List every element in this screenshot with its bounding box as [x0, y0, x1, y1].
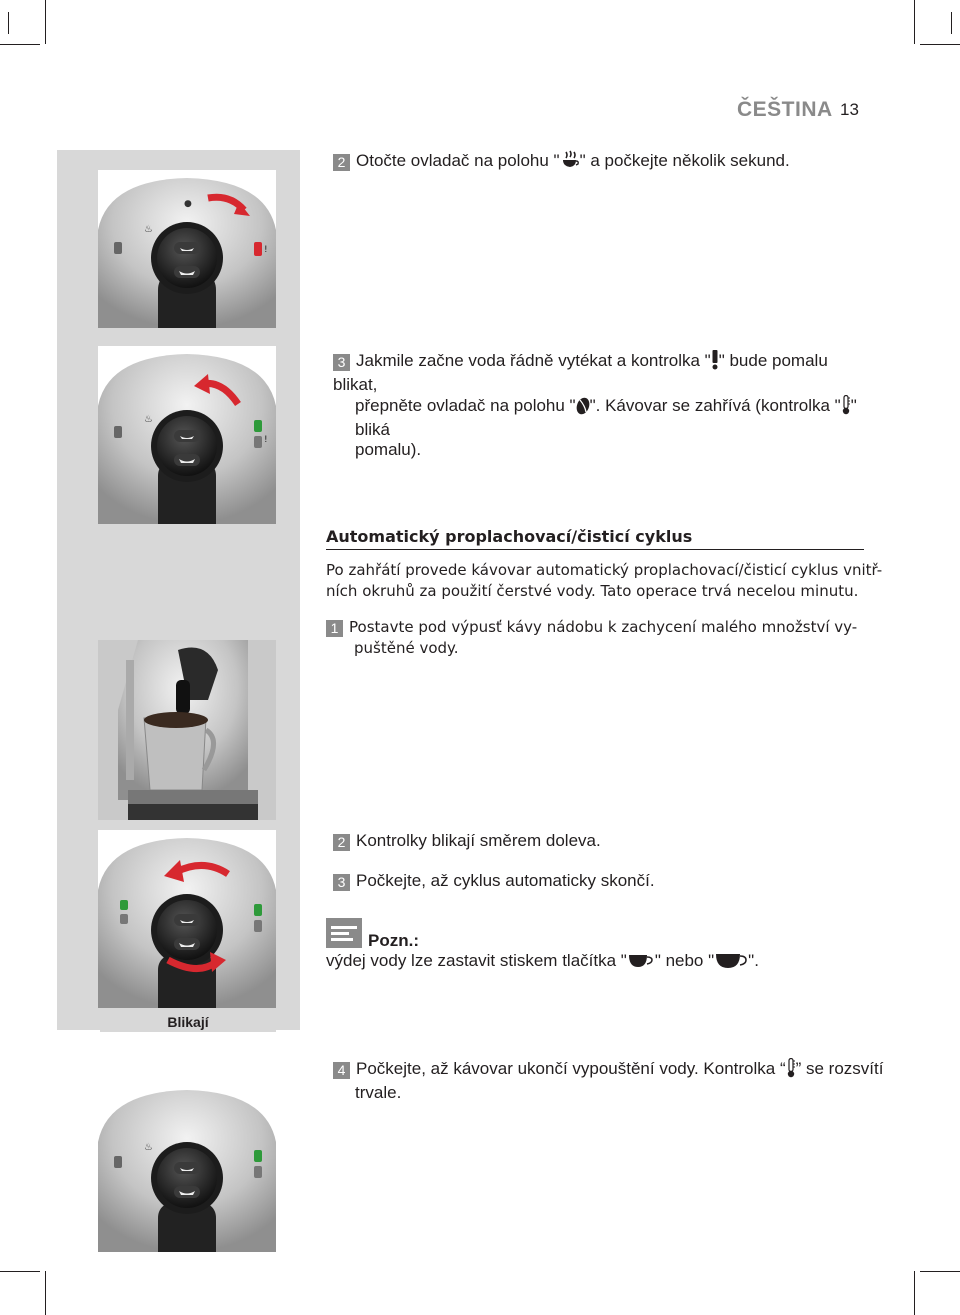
step-3-switch: 3 Jakmile začne voda řádně vytékat a kontrolka " " bude pomalu blikat, přepněte ovladač na polohu " ". Kávovar se zahřívá (kontrolka " " bliká pomalu). — [333, 351, 857, 459]
svg-text:♨: ♨ — [144, 224, 153, 235]
note-text: výdej vody lze zastavit stiskem tlačítka " " nebo " ". — [326, 951, 759, 975]
crop-mark — [45, 0, 46, 44]
small-cup-icon — [627, 952, 655, 975]
page-number: 13 — [840, 100, 859, 119]
crop-mark — [920, 44, 960, 45]
crop-mark — [0, 44, 40, 45]
step-4-finish: 4 Počkejte, až kávovar ukončí vypouštění vody. Kontrolka “ ” se rozsvítí trvale. — [333, 1058, 893, 1103]
crop-mark — [8, 12, 9, 34]
svg-text:♨: ♨ — [144, 1142, 153, 1153]
machine-photo-pitcher — [98, 640, 276, 820]
svg-text:!: ! — [264, 435, 268, 445]
step-3-wait: 3 Počkejte, až cyklus automaticky skončí. — [333, 871, 655, 891]
crop-mark — [920, 1271, 960, 1272]
note-icon — [326, 918, 362, 948]
section-title: Automatický proplachovací/čisticí cyklus — [326, 527, 864, 550]
thermometer-icon — [841, 395, 851, 420]
machine-photo-4 — [98, 830, 276, 1008]
machine-photo-5 — [98, 1082, 276, 1252]
crop-mark — [914, 0, 915, 44]
svg-text:!: ! — [264, 245, 268, 255]
large-cup-icon — [714, 952, 748, 975]
step-number: 2 — [333, 834, 350, 851]
machine-photo-2 — [98, 346, 276, 524]
exclamation-icon — [711, 350, 719, 375]
steam-icon — [560, 150, 580, 175]
coffee-bean-icon — [576, 397, 590, 420]
language-label: ČEŠTINA — [737, 98, 833, 121]
step-number: 3 — [333, 354, 350, 371]
svg-text:♨: ♨ — [144, 414, 153, 425]
crop-mark — [0, 1271, 40, 1272]
crop-mark — [45, 1271, 46, 1315]
step-2-rotate: 2 Otočte ovladač na polohu " " a počkejte několik sekund. — [333, 150, 790, 175]
step-number: 3 — [333, 874, 350, 891]
blink-caption: Blikají — [100, 1012, 276, 1032]
machine-photo-1 — [98, 170, 276, 328]
step-number: 2 — [333, 154, 350, 171]
note-title: Pozn.: — [368, 931, 419, 950]
step-1-place-cup: 1 Postavte pod výpusť kávy nádobu k zachycení malého množství vy- puštěné vody. — [326, 617, 886, 659]
thermometer-icon — [786, 1058, 796, 1083]
crop-mark — [914, 1271, 915, 1315]
step-2-lights-blink: 2 Kontrolky blikají směrem doleva. — [333, 831, 601, 851]
step-number: 1 — [326, 620, 343, 637]
step-number: 4 — [333, 1062, 350, 1079]
section-paragraph: Po zahřátí provede kávovar automatický proplachovací/čisticí cyklus vnitř- ních okruhů za použití čerstvé vody. Tato operace trvá necelou minutu. — [326, 561, 883, 600]
svg-text:●: ● — [184, 199, 192, 209]
crop-mark — [951, 12, 952, 34]
